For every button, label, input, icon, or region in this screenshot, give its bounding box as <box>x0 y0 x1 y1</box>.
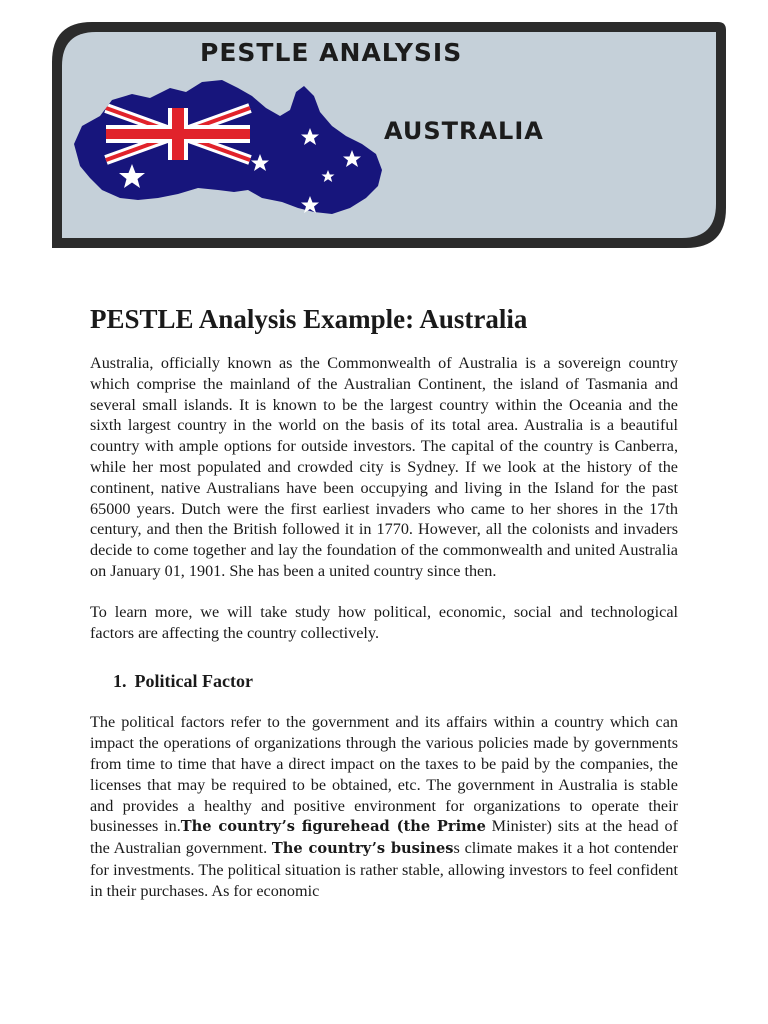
banner-title: PESTLE ANALYSIS <box>200 38 463 67</box>
section-heading <box>90 669 678 693</box>
political-text-part2: Minister) sits at the head of the Australian government. <box>90 817 678 858</box>
banner-subtitle: AUSTRALIA <box>384 117 544 145</box>
scope-paragraph: To learn more, we will take study how political, economic, social and technological factors are affecting the country collectively. <box>90 602 678 642</box>
page-title: PESTLE Analysis Example: Australia <box>90 304 528 334</box>
header-banner <box>52 22 726 248</box>
political-emphasis-1: The country’s figurehead (the Prime <box>180 818 486 836</box>
political-paragraph <box>90 712 678 901</box>
document-body <box>90 300 678 902</box>
political-text-part3: s climate makes it a hot contender for investments. The political situation is rather stable, allowing investors to feel confident in their purchases. As for economic <box>90 839 678 900</box>
section-title: Political Factor <box>134 671 253 692</box>
section-number: 1. <box>113 671 127 692</box>
political-emphasis-2: The country’s busines <box>271 840 454 858</box>
political-text-part1: The political factors refer to the government and its affairs within a country which can impact the operations of organizations through the various policies made by governments from time to time that have a direct impact on the taxes to be paid by the companies, the licenses that may be required to be obtained, etc. The government in Australia is stable and provides a healthy and positive environment for organizations to operate their businesses in. <box>90 713 678 836</box>
intro-paragraph: Australia, officially known as the Commonwealth of Australia is a sovereign country which comprise the mainland of the Australian Continent, the island of Tasmania and several small islands. It is known to be the largest country within the Oceania and the sixth largest country in the world on the basis of its total area. Australia is a beautiful country with ample options for outside investors. The capital of the country is Canberra, while her most populated and crowded city is Sydney. If we look at the history of the continent, native Australians have been occupying and living in the Island for the past 65000 years. Dutch were the first earliest invaders who came to her shores in the 17th century, and then the British followed it in 1770. However, all the colonists and invaders decide to come together and lay the foundation of the commonwealth and united Australia on January 01, 1901. She has been a united country since then. <box>90 354 678 580</box>
